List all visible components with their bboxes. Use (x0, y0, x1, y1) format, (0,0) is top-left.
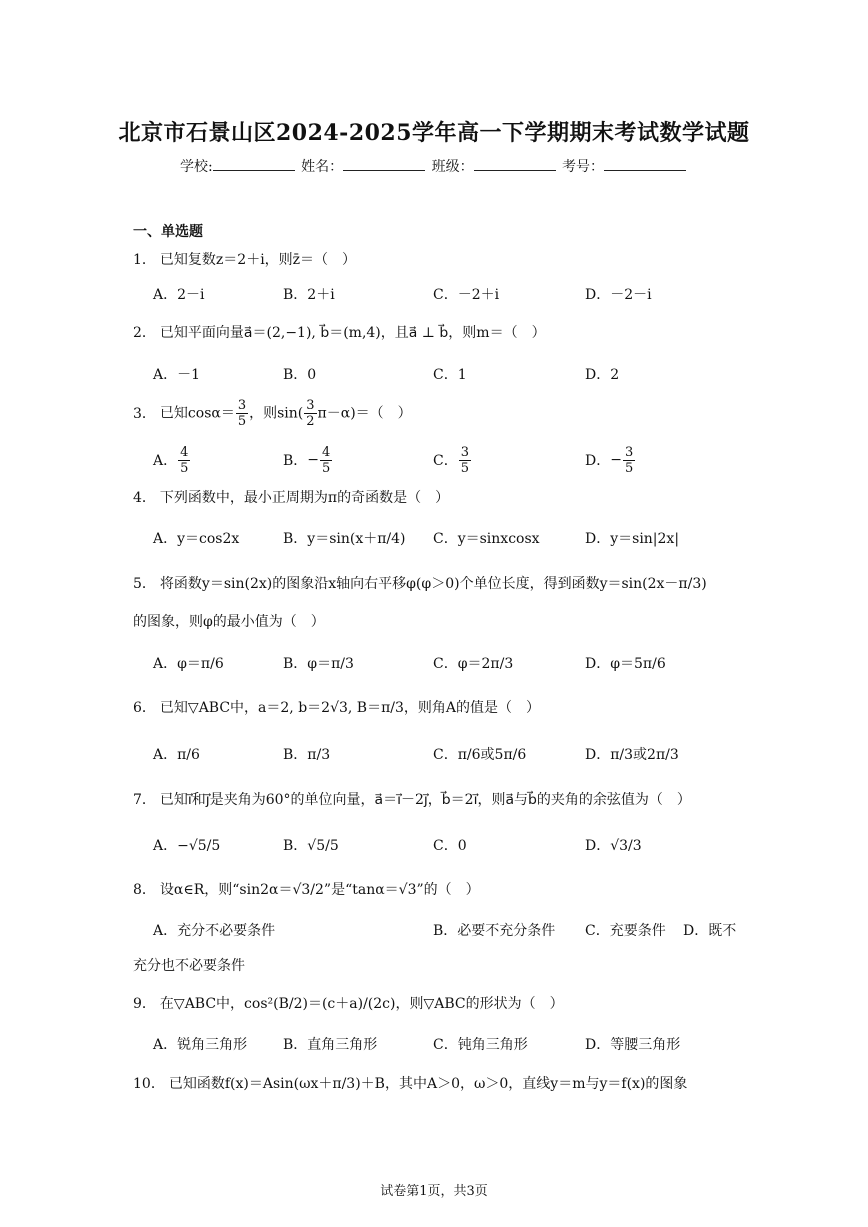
question-6-options (153, 734, 753, 774)
question-3 (133, 398, 743, 429)
question-text: 已知▽ABC中，a＝2, b＝2√3, B＝π/3，则角A的值是（ ） (159, 700, 541, 716)
option-a: A．－1 (153, 367, 201, 383)
page-title: 北京市石景山区2024-2025学年高一下学期期末考试数学试题 (118, 120, 750, 146)
question-5 (133, 574, 743, 594)
question-text: 将函数y＝sin(2x)的图象沿x轴向右平移φ(φ＞0)个单位长度，得到函数y＝sin(2x－π/3) (159, 576, 707, 592)
question-text: 已知复数z＝2＋i，则z̄＝（ ） (159, 252, 357, 268)
question-text: 下列函数中，最小正周期为π的奇函数是（ ） (159, 490, 450, 506)
student-info-line (0, 156, 868, 176)
question-number: 8． (133, 882, 156, 898)
class-label: 班级： (431, 159, 474, 175)
option-d: D．2 (585, 367, 620, 383)
option-d: D．－2－i (585, 287, 652, 303)
question-text: 设α∈R，则“sin2α＝√3/2”是“tanα＝√3”的（ ） (159, 882, 480, 898)
class-blank (474, 156, 556, 171)
question-5-options (153, 643, 753, 683)
question-8 (133, 880, 743, 900)
option-b: B．π/3 (283, 747, 331, 763)
question-1 (133, 250, 743, 270)
option-c: C．1 (433, 367, 467, 383)
page-footer: 试卷第1页，共3页 (380, 1184, 488, 1199)
option-letter: D． (585, 453, 611, 469)
question-4-options (153, 518, 753, 558)
question-6 (133, 698, 743, 718)
question-2-options (153, 354, 753, 394)
number-label: 考号： (562, 159, 605, 175)
option-d: D．√3/3 (585, 838, 642, 854)
denominator: 5 (237, 414, 247, 429)
question-1-options (153, 274, 753, 314)
question-number: 5． (133, 576, 156, 592)
option-c: C．φ＝2π/3 (433, 656, 514, 672)
option-a: A．y＝cos2x (153, 531, 240, 547)
option-b: B．2＋i (283, 287, 335, 303)
question-text: 已知i⃗和j⃗是夹角为60°的单位向量，a⃗＝i⃗－2j⃗，b⃗＝2i⃗，则a⃗与b⃗的夹角的余弦值为（ ） (159, 792, 691, 808)
option-a (153, 440, 191, 480)
option-c: C．0 (433, 838, 467, 854)
numerator: 3 (306, 398, 315, 413)
school-blank (213, 156, 295, 171)
question-text-a: 已知cosα＝ (159, 405, 235, 422)
sign: − (610, 452, 622, 468)
option-a: A．锐角三角形 (153, 1037, 248, 1053)
option-b: B．直角三角形 (283, 1037, 378, 1053)
option-d: D．既不 (683, 923, 737, 939)
option-d: D．y＝sin|2x| (585, 531, 680, 547)
option-c: C．钝角三角形 (433, 1037, 528, 1053)
question-number: 7． (133, 792, 156, 808)
name-blank (343, 156, 425, 171)
question-10 (133, 1074, 743, 1094)
option-c: C．充要条件 (585, 923, 666, 939)
numerator: 3 (237, 398, 247, 413)
fraction (623, 445, 635, 476)
option-a: A．φ＝π/6 (153, 656, 224, 672)
option-d: D．等腰三角形 (585, 1037, 681, 1053)
fraction (304, 398, 316, 429)
question-number: 2． (133, 325, 156, 341)
question-9 (133, 994, 743, 1014)
question-7-options (153, 825, 753, 865)
option-letter: C． (433, 453, 458, 469)
question-2 (133, 323, 743, 343)
option-b: B．√5/5 (283, 838, 339, 854)
fraction (236, 398, 248, 429)
option-c: C．－2＋i (433, 287, 500, 303)
question-8-options (153, 910, 753, 950)
option-b (283, 440, 333, 480)
denominator: 5 (180, 460, 189, 476)
question-3-options (153, 440, 753, 480)
section-heading: 一、单选题 (133, 224, 203, 240)
question-8-option-d-continued: 充分也不必要条件 (133, 958, 245, 974)
option-b: B．y＝sin(x＋π/4) (283, 531, 406, 547)
question-number: 4． (133, 490, 156, 506)
option-a: A．−√5/5 (153, 838, 221, 854)
option-c (433, 440, 472, 480)
question-number: 6． (133, 700, 156, 716)
name-label: 姓名： (301, 159, 344, 175)
denominator: 2 (306, 414, 315, 429)
number-blank (604, 156, 686, 171)
option-d (585, 440, 636, 480)
fraction (459, 445, 471, 476)
question-4 (133, 488, 743, 508)
question-number: 10． (133, 1076, 165, 1092)
question-text: 已知平面向量a⃗＝(2,−1), b⃗＝(m,4)，且a⃗ ⊥ b⃗，则m＝（ ） (159, 325, 546, 341)
question-9-options (153, 1024, 753, 1064)
question-text-b: ，则sin( (249, 405, 304, 422)
numerator: 3 (624, 444, 634, 460)
option-d: D．φ＝5π/6 (585, 656, 666, 672)
denominator: 5 (322, 460, 331, 476)
option-b: B．0 (283, 367, 317, 383)
option-letter: A． (153, 453, 178, 469)
option-c: C．y＝sinxcosx (433, 531, 540, 547)
question-number: 1． (133, 252, 156, 268)
question-number: 9． (133, 996, 156, 1012)
denominator: 5 (624, 460, 634, 476)
question-7 (133, 790, 743, 810)
numerator: 4 (180, 444, 189, 460)
question-text: 在▽ABC中，cos²(B/2)＝(c＋a)/(2c)，则▽ABC的形状为（ ） (159, 996, 564, 1012)
option-d: D．π/3或2π/3 (585, 747, 679, 763)
question-number: 3． (133, 405, 156, 422)
question-5-line-2: 的图象，则φ的最小值为（ ） (133, 614, 325, 630)
option-b: B．φ＝π/3 (283, 656, 354, 672)
sign: − (307, 452, 320, 468)
numerator: 4 (322, 444, 331, 460)
option-a: A．2－i (153, 287, 205, 303)
option-c: C．π/6或5π/6 (433, 747, 527, 763)
denominator: 5 (460, 460, 469, 476)
school-label: 学校: (179, 159, 213, 175)
option-letter: B． (283, 453, 308, 469)
question-text: 已知函数f(x)＝Asin(ωx＋π/3)＋B，其中A＞0，ω＞0，直线y＝m与y＝f(x)的图象 (168, 1076, 688, 1092)
fraction (178, 445, 190, 476)
numerator: 3 (460, 444, 469, 460)
option-a: A．π/6 (153, 747, 200, 763)
question-text-c: π－α)＝（ ） (317, 405, 412, 422)
option-a: A．充分不必要条件 (153, 923, 276, 939)
option-b: B．必要不充分条件 (433, 923, 556, 939)
fraction (320, 445, 332, 476)
